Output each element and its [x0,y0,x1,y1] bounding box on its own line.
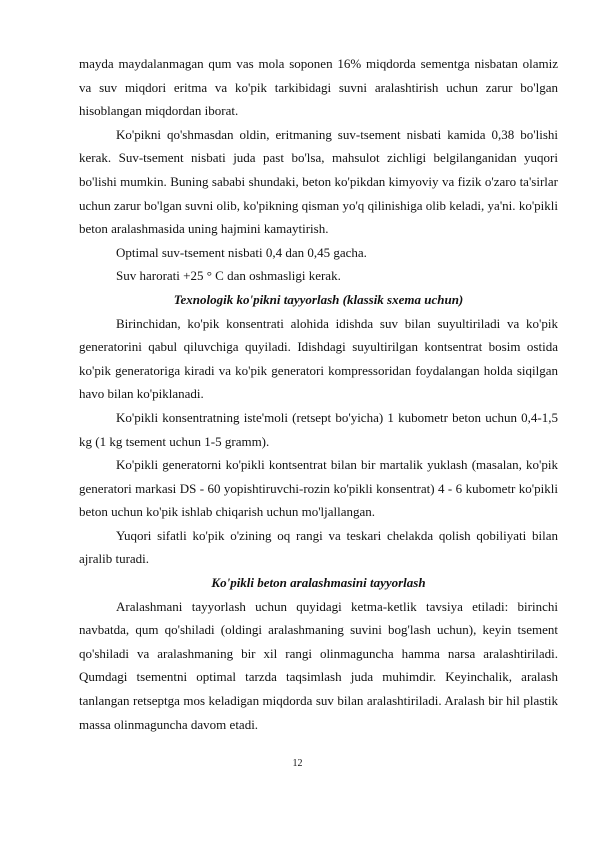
paragraph: Yuqori sifatli ko'pik o'zining oq rangi va teskari chelakda qolish qobiliyati bilan ajralib turadi. [79,527,558,567]
paragraph: Optimal suv-tsement nisbati 0,4 dan 0,45 gacha. [116,244,367,260]
paragraph: mayda maydalanmagan qum vas mola soponen 16% miqdorda sementga nisbatan olamiz va suv miqdori eritma va ko'pik tarkibidagi suvni aralashtirish uchun zarur bo'lgan hisoblangan miqdordan iborat. [79,56,558,119]
paragraph: Ko'pikli generatorni ko'pikli kontsentrat bilan bir martalik yuklash (masalan, ko'pik generatori markasi DS - 60 yopishtiruvchi-rozin ko'pikli konsentrat) 4 - 6 kubometr ko'pikli beton uchun ko'pik ishlab chiqarish uchun mo'ljallangan. [79,457,558,520]
paragraph: Aralashmani tayyorlash uchun quyidagi ketma-ketlik tavsiya etiladi: birinchi navbatda, qum qo'shiladi (oldingi aralashmaning suvini bog'lash uchun), keyin tsement qo'shiladi va aralashmaning bir xil rangi olinmaguncha hamma narsa aralashtiriladi. Qumdagi tsementni optimal tarzda taqsimlash juda muhimdir. Keyinchalik, aralash tanlangan retseptga mos keladigan miqdorda suv bilan aralashtiriladi. Aralash bir hil plastik massa olinmaguncha davom etadi. [79,598,558,732]
page-number: 12 [292,758,303,769]
document-page [79,52,558,736]
section-heading: Texnologik ko'pikni tayyorlash (klassik sxema uchun) [173,291,464,307]
paragraph: Suv harorati +25 ° C dan oshmasligi kerak. [116,268,341,284]
section-heading: Ko'pikli beton aralashmasini tayyorlash [211,575,426,591]
paragraph: Birinchidan, ko'pik konsentrati alohida idishda suv bilan suyultiriladi va ko'pik generatorini qabul qiluvchiga quyiladi. Idishdagi suyultirilgan kontsentrat bosim ostida ko'pik generatoriga kiradi va ko'pik generatori kompressoridan foydalangan holda siqilgan havo bilan ko'piklanadi. [79,315,558,402]
paragraph: Ko'pikni qo'shmasdan oldin, eritmaning suv-tsement nisbati kamida 0,38 bo'lishi kerak. Suv-tsement nisbati juda past bo'lsa, mahsulot zichligi belgilanganidan yuqori bo'lishi mumkin. Buning sababi shundaki, beton ko'pikdan kimyoviy va fizik o'zaro ta'sirlar uchun zarur bo'lgan suvni olib, ko'pikning qisman yo'q qilinishiga olib keladi, ya'ni. ko'pikli beton aralashmasida uning hajmini kamaytirish. [79,126,558,237]
paragraph: Ko'pikli konsentratning iste'moli (retsept bo'yicha) 1 kubometr beton uchun 0,4-1,5 kg (1 kg tsement uchun 1-5 gramm). [79,409,558,449]
